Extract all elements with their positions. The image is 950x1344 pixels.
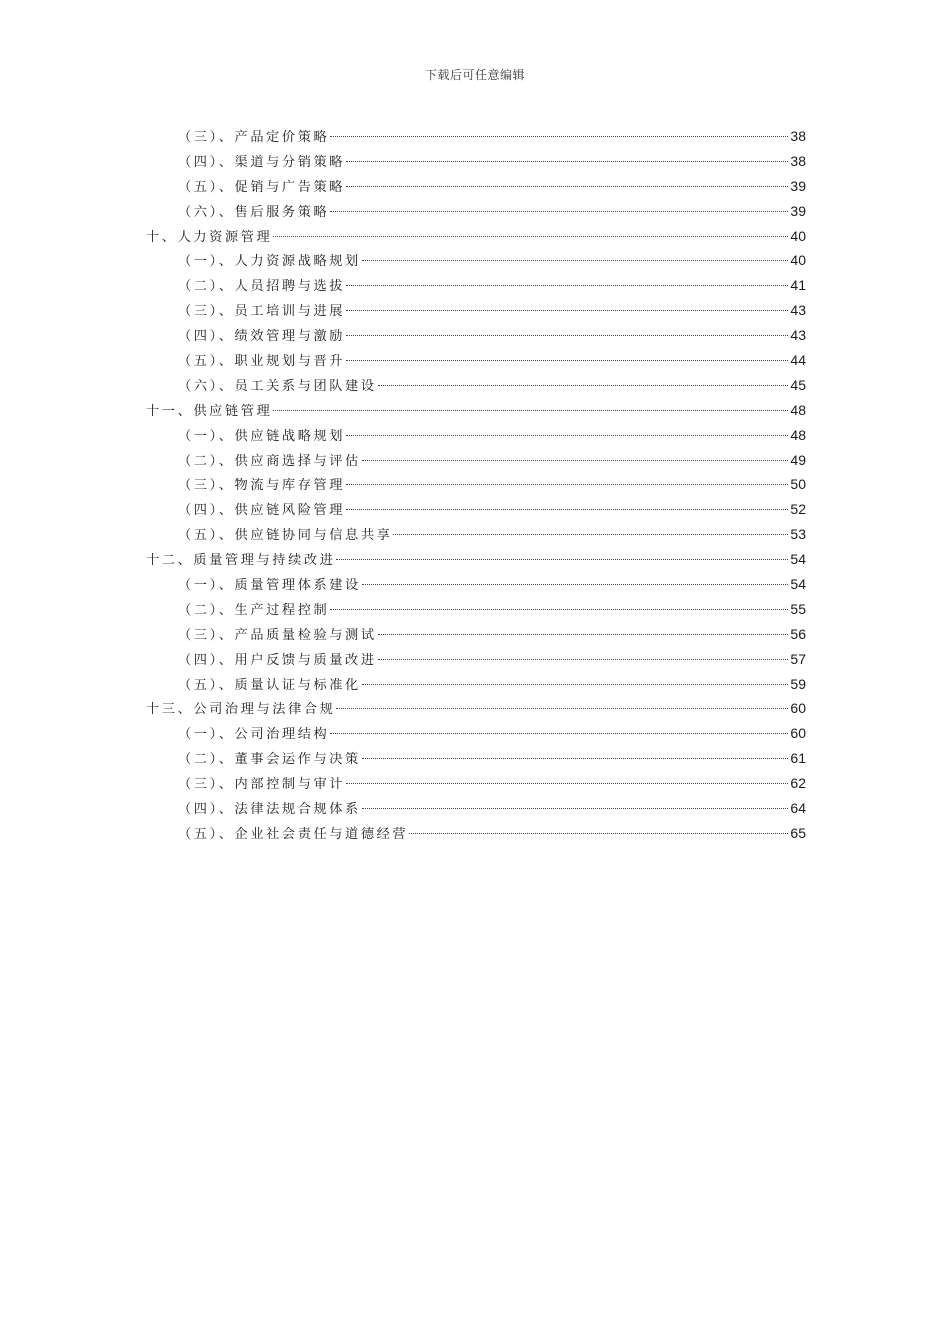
- toc-entry-title: （四）、渠道与分销策略: [178, 154, 346, 170]
- toc-section-entry[interactable]: [146, 448, 806, 473]
- toc-dot-leader: [362, 758, 789, 759]
- toc-section-entry[interactable]: [146, 298, 806, 323]
- toc-entry-title: （二）、人员招聘与选拔: [178, 279, 346, 295]
- toc-page-number: 41: [790, 277, 806, 294]
- toc-section-entry[interactable]: [146, 672, 806, 697]
- toc-section-entry[interactable]: [146, 248, 806, 273]
- toc-page-number: 61: [790, 750, 806, 767]
- toc-section-entry[interactable]: [146, 373, 806, 398]
- toc-page-number: 39: [790, 202, 806, 219]
- toc-section-entry[interactable]: [146, 522, 806, 547]
- toc-section-entry[interactable]: [146, 124, 806, 149]
- toc-page-number: 45: [790, 376, 806, 393]
- toc-page-number: 44: [790, 352, 806, 369]
- toc-page-number: 48: [790, 426, 806, 443]
- toc-page-number: 52: [790, 501, 806, 518]
- toc-dot-leader: [378, 385, 789, 386]
- toc-entry-title: （四）、绩效管理与激励: [178, 329, 346, 345]
- toc-page-number: 40: [790, 227, 806, 244]
- toc-dot-leader: [378, 634, 789, 635]
- toc-page-number: 62: [790, 775, 806, 792]
- toc-dot-leader: [393, 534, 788, 535]
- toc-section-entry[interactable]: [146, 472, 806, 497]
- toc-entry-title: 十三、公司治理与法律合规: [146, 702, 336, 718]
- toc-entry-title: （二）、供应商选择与评估: [178, 453, 361, 469]
- page-header: 下载后可任意编辑: [424, 68, 525, 82]
- toc-entry-title: （一）、质量管理体系建设: [178, 578, 361, 594]
- toc-section-entry[interactable]: [146, 174, 806, 199]
- toc-chapter-entry[interactable]: [146, 696, 806, 721]
- toc-section-entry[interactable]: [146, 572, 806, 597]
- toc-dot-leader: [362, 584, 789, 585]
- toc-entry-title: 十一、供应链管理: [146, 403, 273, 419]
- toc-section-entry[interactable]: [146, 199, 806, 224]
- toc-dot-leader: [336, 708, 788, 709]
- toc-dot-leader: [330, 609, 788, 610]
- toc-entry-title: （三）、产品定价策略: [178, 130, 330, 145]
- toc-section-entry[interactable]: [146, 746, 806, 771]
- toc-section-entry[interactable]: [146, 622, 806, 647]
- toc-page-number: 60: [790, 700, 806, 717]
- toc-entry-title: （三）、物流与库存管理: [178, 478, 346, 494]
- toc-entry-title: （一）、人力资源战略规划: [178, 254, 361, 270]
- toc-page-number: 48: [790, 401, 806, 418]
- toc-page-number: 56: [790, 625, 806, 642]
- toc-entry-title: （六）、售后服务策略: [178, 204, 330, 220]
- toc-entry-title: （三）、内部控制与审计: [178, 777, 346, 793]
- toc-dot-leader: [346, 360, 788, 361]
- toc-entry-title: （四）、供应链风险管理: [178, 503, 346, 519]
- toc-page-number: 43: [790, 327, 806, 344]
- toc-page-number: 50: [790, 476, 806, 493]
- toc-page-number: 59: [790, 675, 806, 692]
- toc-page-number: 54: [790, 576, 806, 593]
- toc-page-number: 54: [790, 551, 806, 568]
- toc-page-number: 55: [790, 600, 806, 617]
- toc-dot-leader: [409, 833, 788, 834]
- toc-dot-leader: [346, 484, 788, 485]
- toc-dot-leader: [346, 310, 788, 311]
- toc-entry-title: （一）、公司治理结构: [178, 727, 330, 743]
- toc-page-number: 57: [790, 650, 806, 667]
- toc-entry-title: （五）、供应链协同与信息共享: [178, 528, 393, 544]
- toc-entry-title: （五）、职业规划与晋升: [178, 354, 346, 370]
- toc-dot-leader: [330, 733, 788, 734]
- toc-page-number: 49: [790, 451, 806, 468]
- toc-entry-title: （五）、促销与广告策略: [178, 179, 346, 195]
- toc-entry-title: （四）、用户反馈与质量改进: [178, 652, 377, 668]
- toc-entry-title: （五）、企业社会责任与道德经营: [178, 826, 409, 842]
- toc-section-entry[interactable]: [146, 597, 806, 622]
- toc-page-number: 43: [790, 302, 806, 319]
- toc-page-number: 64: [790, 800, 806, 817]
- toc-section-entry[interactable]: [146, 273, 806, 298]
- toc-dot-leader: [346, 186, 788, 187]
- toc-dot-leader: [330, 136, 788, 137]
- toc-dot-leader: [362, 808, 789, 809]
- toc-page-number: 38: [790, 128, 806, 144]
- toc-entry-title: 十二、质量管理与持续改进: [146, 553, 336, 569]
- toc-entry-title: 十、人力资源管理: [146, 229, 273, 245]
- toc-section-entry[interactable]: [146, 323, 806, 348]
- toc-section-entry[interactable]: [146, 149, 806, 174]
- toc-page-number: 39: [790, 177, 806, 194]
- toc-section-entry[interactable]: [146, 647, 806, 672]
- toc-chapter-entry[interactable]: [146, 398, 806, 423]
- toc-entry-title: （六）、员工关系与团队建设: [178, 378, 377, 394]
- toc-section-entry[interactable]: [146, 721, 806, 746]
- toc-dot-leader: [273, 236, 788, 237]
- toc-dot-leader: [378, 659, 789, 660]
- toc-dot-leader: [346, 435, 788, 436]
- toc-dot-leader: [362, 460, 789, 461]
- toc-entry-title: （三）、产品质量检验与测试: [178, 627, 377, 643]
- toc-dot-leader: [336, 559, 788, 560]
- toc-section-entry[interactable]: [146, 497, 806, 522]
- toc-page-number: 53: [790, 526, 806, 543]
- toc-dot-leader: [330, 211, 788, 212]
- toc-entry-title: （二）、董事会运作与决策: [178, 752, 361, 768]
- toc-section-entry[interactable]: [146, 423, 806, 448]
- table-of-contents: [146, 124, 806, 846]
- toc-entry-title: （一）、供应链战略规划: [178, 428, 346, 444]
- toc-chapter-entry[interactable]: [146, 547, 806, 572]
- toc-page-number: 65: [790, 824, 806, 841]
- toc-dot-leader: [346, 335, 788, 336]
- toc-chapter-entry[interactable]: [146, 224, 806, 249]
- toc-dot-leader: [273, 410, 788, 411]
- toc-dot-leader: [346, 285, 788, 286]
- toc-dot-leader: [346, 509, 788, 510]
- toc-dot-leader: [346, 161, 788, 162]
- toc-entry-title: （三）、员工培训与进展: [178, 304, 346, 320]
- toc-entry-title: （二）、生产过程控制: [178, 602, 330, 618]
- toc-page-number: 38: [790, 152, 806, 169]
- toc-dot-leader: [346, 783, 788, 784]
- toc-entry-title: （五）、质量认证与标准化: [178, 677, 361, 693]
- toc-dot-leader: [362, 684, 789, 685]
- toc-dot-leader: [362, 260, 789, 261]
- toc-page-number: 40: [790, 252, 806, 269]
- toc-section-entry[interactable]: [146, 348, 806, 373]
- toc-section-entry[interactable]: [146, 796, 806, 821]
- toc-section-entry[interactable]: [146, 771, 806, 796]
- toc-page-number: 60: [790, 725, 806, 742]
- toc-entry-title: （四）、法律法规合规体系: [178, 802, 361, 818]
- toc-section-entry[interactable]: [146, 821, 806, 846]
